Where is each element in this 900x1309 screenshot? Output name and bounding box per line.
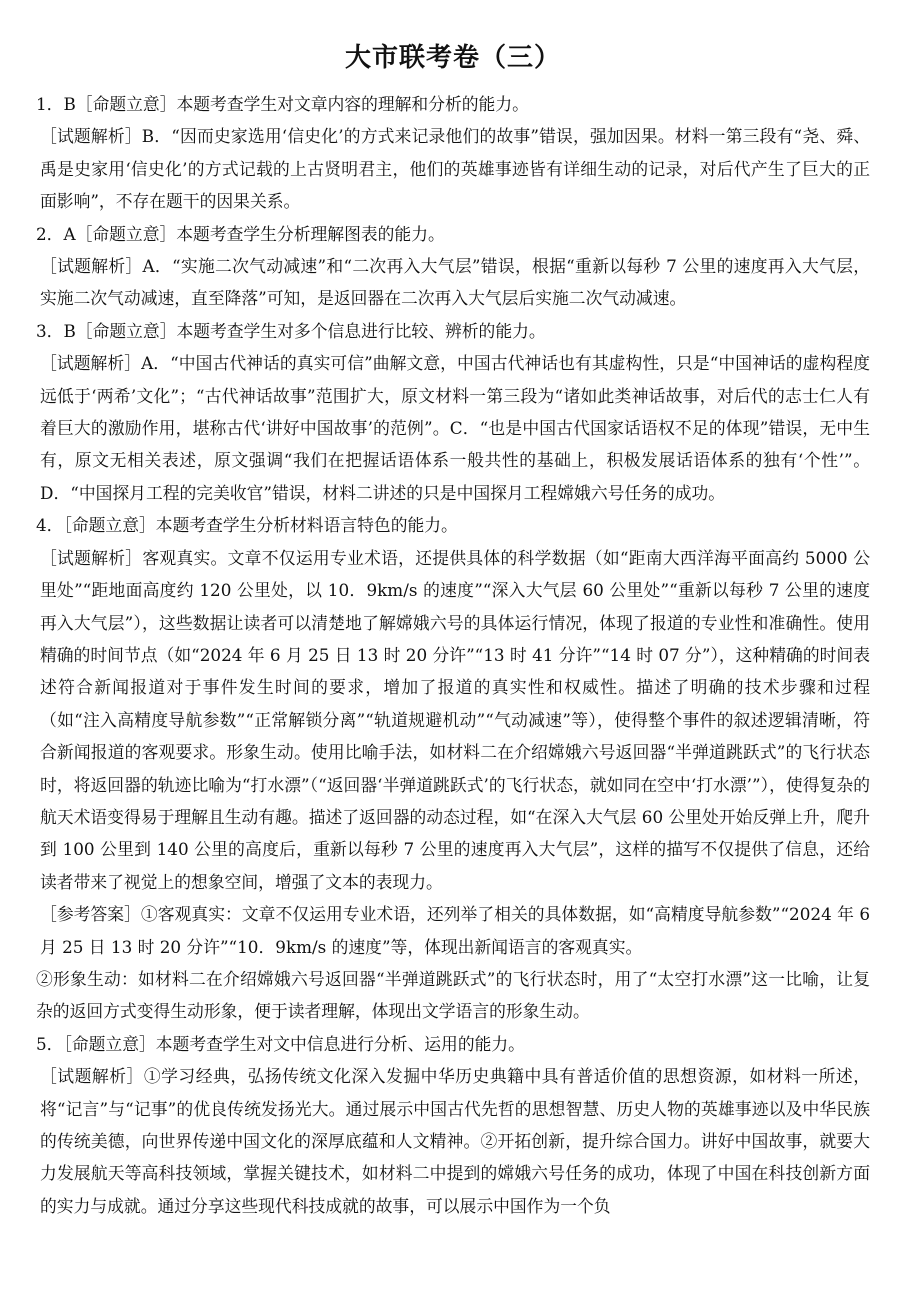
q4-reference-answer: ［参考答案］①客观真实：文章不仅运用专业术语，还列举了相关的具体数据，如“高精度导航参数”“2024 年 6 月 25 日 13 时 20 分许”“10．9km/s 的速度”等，体现出新闻语言的客观真实。 (40, 904, 870, 957)
q3-analysis: ［试题解析］A．“中国古代神话的真实可信”曲解文意，中国古代神话也有其虚构性，只是“中国神话的虚构程度远低于‘两希’文化”；“古代神话故事”范围扩大，原文材料一第三段为“诸如此类神话故事，对后代的志士仁人有着巨大的激励作用，堪称古代‘讲好中国故事’的范例”。C．“也是中国古代国家话语权不足的体现”错误，无中生有，原文无相关表述，原文强调“我们在把握话语体系一般共性的基础上，积极发展话语体系的独有‘个性’”。D．“中国探月工程的完美收官”错误，材料二讲述的只是中国探月工程嫦娥六号任务的成功。 (40, 353, 870, 503)
page-title: 大市联考卷（三） (344, 43, 561, 73)
q2-answer: 2．A［命题立意］本题考查学生分析理解图表的能力。 (36, 223, 445, 244)
q2-analysis: ［试题解析］A．“实施二次气动减速”和“二次再入大气层”错误，根据“重新以每秒 7 公里的速度再入大气层，实施二次气动减速，直至降落”可知，是返回器在二次再入大气层后实施二次气动减速。 (40, 256, 870, 309)
q4-analysis: ［试题解析］客观真实。文章不仅运用专业术语，还提供具体的科学数据（如“距南大西洋海平面高约 5000 公里处”“距地面高度约 120 公里处，以 10．9km/s 的速度”“深入大气层 60 公里处”“重新以每秒 7 公里的速度再入大气层”），这些数据让读者可以清楚地了解嫦娥六号的具体运行情况，体现了报道的专业性和准确性。使用精确的时间节点（如“2024 年 6 月 25 日 13 时 20 分许”“13 时 41 分许”“14 时 07 分”），这种精确的时间表述符合新闻报道对于事件发生时间的要求，增加了报道的真实性和权威性。描述了明确的技术步骤和过程（如“注入高精度导航参数”“正常解锁分离”“轨道规避机动”“气动减速”等），使得整个事件的叙述逻辑清晰，符合新闻报道的客观要求。形象生动。使用比喻手法，如材料二在介绍嫦娥六号返回器“半弹道跳跃式”的飞行状态时，将返回器的轨迹比喻为“打水漂”（“返回器‘半弹道跳跃式’的飞行状态，就如同在空中‘打水漂’”），使得复杂的航天术语变得易于理解且生动有趣。描述了返回器的动态过程，如“在深入大气层 60 公里处开始反弹上升，爬升到 100 公里到 140 公里的高度后，重新以每秒 7 公里的速度再入大气层”，这样的描写不仅提供了信息，还给读者带来了视觉上的想象空间，增强了文本的表现力。 (40, 547, 870, 892)
q1-analysis: ［试题解析］B．“因而史家选用‘信史化’的方式来记录他们的故事”错误，强加因果。材料一第三段有“尧、舜、禹是史家用‘信史化’的方式记载的上古贤明君主，他们的英雄事迹皆有详细生动的记录，对后代产生了巨大的正面影响”，不存在题干的因果关系。 (40, 126, 870, 212)
q1-answer: 1．B［命题立意］本题考查学生对文章内容的理解和分析的能力。 (36, 94, 529, 114)
q4-intent: 4．［命题立意］本题考查学生分析材料语言特色的能力。 (36, 515, 458, 536)
q5-analysis: ［试题解析］①学习经典，弘扬传统文化深入发掘中华历史典籍中具有普适价值的思想资源，如材料一所述，将“记言”与“记事”的优良传统发扬光大。通过展示中国古代先哲的思想智慧、历史人物的英雄事迹以及中华民族的传统美德，向世界传递中国文化的深厚底蕴和人文精神。②开拓创新，提升综合国力。讲好中国故事，就要大力发展航天等高科技领域，掌握关键技术，如材料二中提到的嫦娥六号任务的成功，体现了中国在科技创新方面的实力与成就。通过分享这些现代科技成就的故事，可以展示中国作为一个负 (40, 1066, 870, 1216)
q5-intent: 5．［命题立意］本题考查学生对文中信息进行分析、运用的能力。 (36, 1033, 525, 1054)
q4-reference-point-2: ②形象生动：如材料二在介绍嫦娥六号返回器“半弹道跳跃式”的飞行状态时，用了“太空打水漂”这一比喻，让复杂的返回方式变得生动形象，便于读者理解，体现出文学语言的形象生动。 (36, 968, 870, 1022)
q3-answer: 3．B［命题立意］本题考查学生对多个信息进行比较、辨析的能力。 (36, 320, 546, 341)
